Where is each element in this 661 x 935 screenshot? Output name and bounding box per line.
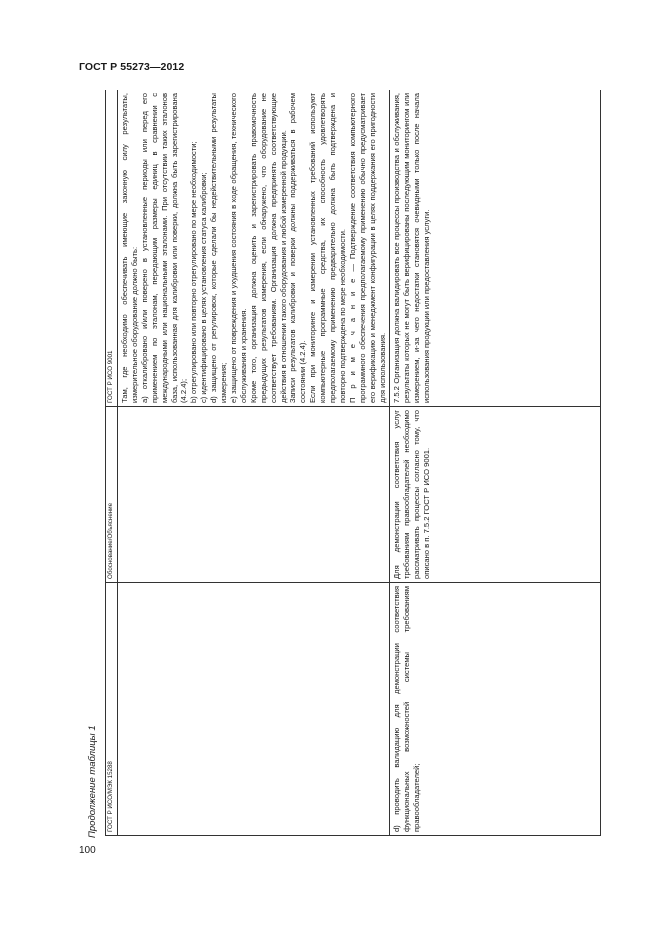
paragraph: Там, где необходимо обеспечивать имеющие законную силу результаты, измерительное оборудование должно быть: [120,93,139,403]
standard-title: ГОСТ Р 55273—2012 [79,61,185,73]
paragraph: Кроме того, организация должна оценить и зарегистрировать правомочность предыдущих результатов измерения, если обнаружено, что оборудование не соответствует требованиям. Организация должна предпринять соответствующие действия в отношении такого оборудования и любой измеренной продукции. [248,93,288,403]
row1-col3-cell [118,90,390,407]
paragraph: d) защищено от регулировок, которые сделали бы недействительными результаты измерения; [209,93,229,403]
paragraph: Записи результатов калибровки и поверки должны поддерживаться в рабочем состоянии (4.2.4). [288,93,308,403]
row2-col1-cell [390,583,601,836]
table-caption: Продолжение таблицы 1 [87,725,98,838]
paragraph: c) идентифицировано в целях установления статуса калибровки; [199,172,209,403]
table-row [118,90,390,836]
table-row [390,90,601,836]
paragraph: Если при мониторинге и измерении установленных требований используют компьютерные программные средства, их способность удовлетворять предполагаемому применению предварительно должна быть подтверждена и повторно подтверждена по мере необходимости. [308,93,347,403]
note-text: — Подтверждение соответствия компьютерного программного обеспечения предполагаемому применению обычно предусматривает его верификацию и менеджмент конфигурации в целях поддержания его пригодности для использования. [347,93,387,403]
header-gost-9001: ГОСТ Р ИСО 9001 [106,90,118,407]
header-justification: Обоснование/Объяснение [106,407,118,583]
table-viewport [105,90,601,836]
table-header-row [106,90,118,836]
rotated-table-container [105,90,601,836]
paragraph: Для демонстрации соответствия услуг требованиям правообладателей необходимо рассматривать процессы согласно тому, что описано в п. 7.5.2 ГОСТ Р ИСО 9001. [392,410,432,579]
paragraph: e) защищено от повреждения и ухудшения состояния в ходе обращения, технического обслуживания и хранения. [228,93,248,403]
row1-col2-cell [118,407,390,583]
header-gost-15288: ГОСТ Р ИСО/МЭК 15288 [106,583,118,836]
comparison-table [105,90,601,836]
row2-col3-cell [390,90,601,407]
row2-col2-cell [390,407,601,583]
paragraph: 7.5.2 Организация должна валидировать все процессы производства и обслуживания, результаты которых не могут быть верифицированы последующим мониторингом или измерением, и-за чего недостатки становятся очевидными только после начала использования продукции или предоставления услуги. [392,93,432,403]
note-paragraph [348,93,388,403]
paragraph: a) откалибровано и/или поверено в установленные периоды или перед его применением по эталонам, передающим размеры единиц в сравнении с международными или национальными эталонами. При отсутствии таких эталонов база, использованная для калибровки или поверки, должна быть зарегистрирована (4.2.4); [139,93,189,403]
note-label: П р и м е ч а н и е [347,276,357,403]
row1-col1-cell [118,583,390,836]
paragraph: b) отрегулировано или повторно отрегулировано по мере необходимости; [189,141,199,403]
paragraph: d) проводить валидацию для демонстрации соответствия функциональных возможностей системы требованиям правообладателей; [392,586,422,832]
page-number: 100 [79,845,96,856]
